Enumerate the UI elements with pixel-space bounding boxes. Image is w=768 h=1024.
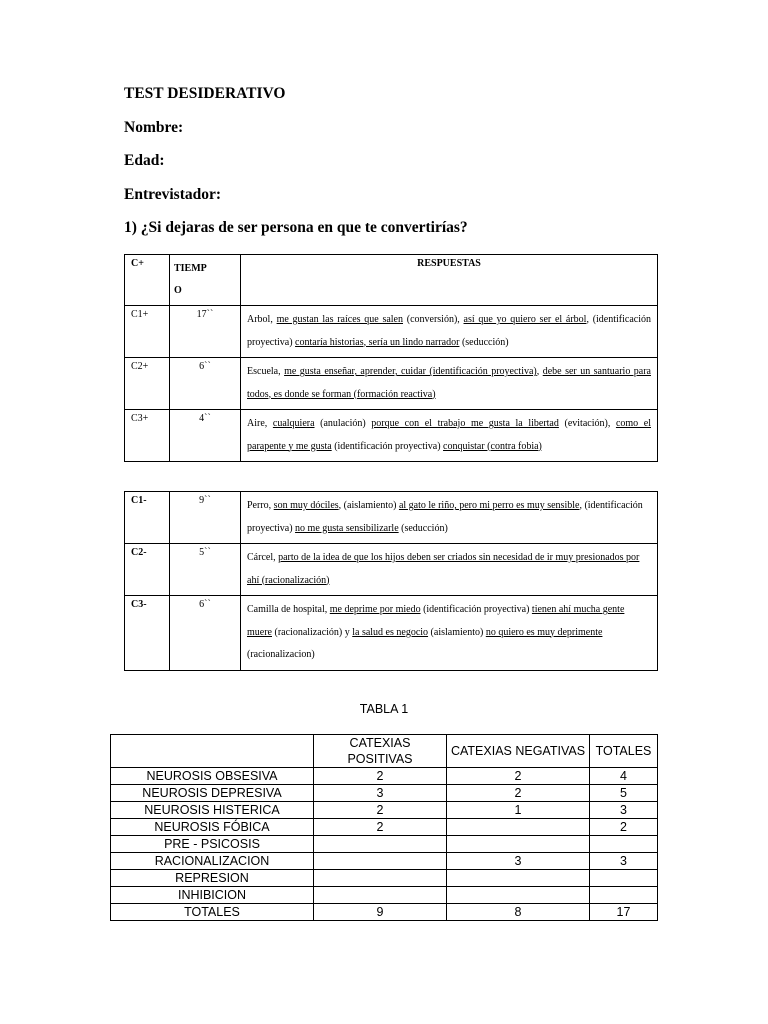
summary-row	[111, 768, 658, 785]
row-time: 9``	[170, 492, 241, 544]
underlined-phrase: me deprime por miedo	[329, 604, 421, 615]
row-response	[241, 596, 658, 671]
summary-cell: 5	[590, 785, 658, 802]
summary-header-cell	[111, 735, 314, 768]
summary-header-cell: TOTALES	[590, 735, 658, 768]
response-text: (evitación),	[558, 418, 616, 429]
response-text: Escuela,	[247, 366, 285, 377]
underlined-phrase: conquistar (contra fobia)	[443, 440, 542, 452]
response-text: Arbol,	[247, 314, 277, 325]
underlined-phrase: así que yo quiero ser el árbol	[463, 314, 587, 325]
summary-cell: 4	[590, 768, 658, 785]
summary-header-cell: CATEXIAS NEGATIVAS	[447, 735, 590, 768]
summary-cell: 2	[314, 819, 447, 836]
summary-cell: 2	[447, 785, 590, 802]
summary-row	[111, 887, 658, 904]
entrevistador-label: Entrevistador:	[124, 186, 222, 203]
edad-label: Edad:	[124, 152, 165, 169]
response-text: ,	[536, 366, 543, 377]
header-c: C+	[125, 255, 170, 306]
underlined-phrase: me gustan las raíces que salen	[276, 314, 403, 325]
summary-header-cell: CATEXIAS POSITIVAS	[314, 735, 447, 768]
summary-cell: NEUROSIS OBSESIVA	[111, 768, 314, 785]
row-time: 17``	[170, 306, 241, 358]
row-time: 6``	[170, 596, 241, 671]
summary-cell	[314, 887, 447, 904]
summary-cell: 2	[314, 802, 447, 819]
summary-cell	[447, 836, 590, 853]
row-code: C2+	[125, 358, 170, 410]
summary-cell: 3	[590, 853, 658, 870]
response-text: (seducción)	[459, 336, 509, 348]
underlined-phrase: debe ser un santuario para todos, es donde se forman (formación reactiva)	[247, 366, 651, 400]
summary-cell: NEUROSIS HISTERICA	[111, 802, 314, 819]
summary-cell: 17	[590, 904, 658, 921]
header-respuestas: RESPUESTAS	[241, 255, 658, 306]
summary-row	[111, 836, 658, 853]
table-row	[125, 306, 658, 358]
underlined-phrase: al gato le riño, pero mi perro es muy sensible	[398, 500, 580, 511]
summary-row	[111, 870, 658, 887]
summary-cell: 3	[447, 853, 590, 870]
summary-cell	[314, 853, 447, 870]
response-text: , (identificación proyectiva)	[247, 500, 643, 534]
underlined-phrase: no me gusta sensibilizarle	[295, 522, 399, 534]
summary-cell: 2	[447, 768, 590, 785]
summary-cell: PRE - PSICOSIS	[111, 836, 314, 853]
response-text: (racionalizacion)	[247, 649, 315, 660]
summary-cell	[314, 836, 447, 853]
row-code: C3+	[125, 410, 170, 462]
summary-cell: 3	[314, 785, 447, 802]
table-caption: TABLA 1	[359, 702, 409, 716]
summary-row	[111, 785, 658, 802]
summary-cell: RACIONALIZACION	[111, 853, 314, 870]
row-time: 5``	[170, 544, 241, 596]
summary-cell: REPRESION	[111, 870, 314, 887]
summary-cell: NEUROSIS FÓBICA	[111, 819, 314, 836]
summary-cell: INHIBICION	[111, 887, 314, 904]
row-time: 4``	[170, 410, 241, 462]
underlined-phrase: son muy dóciles	[273, 500, 339, 511]
row-code: C2-	[125, 544, 170, 596]
summary-row	[111, 819, 658, 836]
response-text: (aislamiento)	[428, 626, 486, 638]
summary-cell: 9	[314, 904, 447, 921]
underlined-phrase: no quiero es muy deprimente	[485, 626, 603, 638]
summary-cell	[590, 836, 658, 853]
table-header-row	[125, 255, 658, 306]
response-text: Aire,	[247, 418, 273, 429]
underlined-phrase: contaría historias, sería un lindo narrador	[295, 336, 460, 348]
row-response	[241, 544, 658, 596]
negative-cathexis-table	[124, 491, 658, 671]
summary-cell	[447, 870, 590, 887]
underlined-phrase: porque con el trabajo me gusta la libertad	[371, 418, 559, 429]
positive-cathexis-table	[124, 254, 658, 462]
question-heading: 1) ¿Si dejaras de ser persona en que te convertirías?	[124, 219, 468, 236]
table-row	[125, 596, 658, 671]
row-response	[241, 358, 658, 410]
row-code: C1+	[125, 306, 170, 358]
underlined-phrase: como el parapente y me gusta	[247, 418, 651, 452]
summary-cell	[314, 870, 447, 887]
summary-cell: 8	[447, 904, 590, 921]
summary-row	[111, 853, 658, 870]
response-text: Camilla de hospital,	[247, 604, 330, 615]
underlined-phrase: me gusta enseñar, aprender, cuidar (identificación proyectiva)	[284, 366, 537, 377]
row-code: C3-	[125, 596, 170, 671]
summary-cell	[447, 819, 590, 836]
header-tiempo-line1: TIEMP	[174, 263, 207, 274]
row-response	[241, 306, 658, 358]
summary-cell: NEUROSIS DEPRESIVA	[111, 785, 314, 802]
underlined-phrase: tienen ahí mucha gente muere	[247, 604, 625, 638]
row-time: 6``	[170, 358, 241, 410]
summary-totals-row	[111, 904, 658, 921]
summary-cell: 2	[590, 819, 658, 836]
summary-cell	[590, 887, 658, 904]
response-text: (identificación proyectiva)	[420, 604, 532, 615]
table-row	[125, 492, 658, 544]
summary-row	[111, 802, 658, 819]
row-response	[241, 410, 658, 462]
response-text: , (identificación proyectiva)	[247, 314, 651, 348]
summary-cell: 2	[314, 768, 447, 785]
header-tiempo	[170, 255, 241, 306]
response-text: (anulación)	[314, 418, 372, 429]
document-title: TEST DESIDERATIVO	[124, 85, 286, 102]
summary-cell	[590, 870, 658, 887]
summary-cell	[447, 887, 590, 904]
response-text: Perro,	[247, 500, 274, 511]
table-row	[125, 544, 658, 596]
response-text: , (aislamiento)	[338, 500, 399, 511]
summary-table	[110, 734, 658, 921]
summary-cell: 3	[590, 802, 658, 819]
row-code: C1-	[125, 492, 170, 544]
table-row	[125, 410, 658, 462]
row-response	[241, 492, 658, 544]
response-text: Cárcel,	[247, 552, 279, 563]
summary-cell: TOTALES	[111, 904, 314, 921]
nombre-label: Nombre:	[124, 119, 184, 136]
header-tiempo-line2: O	[174, 285, 182, 296]
underlined-phrase: parto de la idea de que los hijos deben ser criados sin necesidad de ir muy presionados por ahí (racionalización)	[247, 552, 640, 586]
response-text: (seducción)	[398, 522, 448, 534]
table-row	[125, 358, 658, 410]
summary-header-row	[111, 735, 658, 768]
response-text: (identificación proyectiva)	[331, 440, 444, 452]
underlined-phrase: cualquiera	[272, 418, 315, 429]
response-text: (racionalización) y	[272, 626, 353, 638]
underlined-phrase: la salud es negocio	[352, 626, 429, 638]
response-text: (conversión),	[403, 314, 464, 325]
summary-cell: 1	[447, 802, 590, 819]
